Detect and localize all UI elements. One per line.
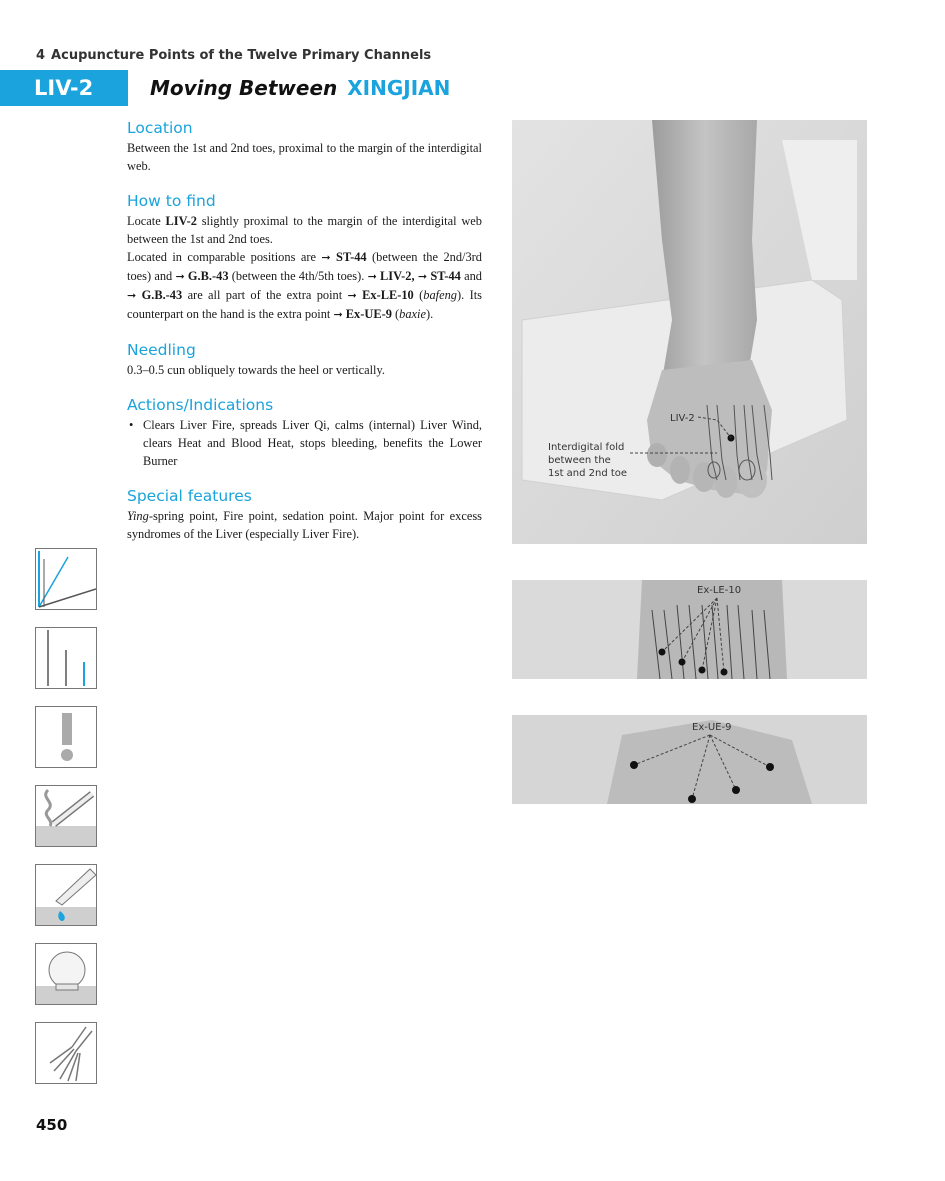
actions-heading: Actions/Indications [127,396,274,414]
cupping-icon [35,943,97,1005]
fold-label-line-3: 1st and 2nd toe [548,468,628,479]
point-ref: LIV-2 [165,214,197,228]
needling-section [127,340,482,379]
hand-skeleton-icon [35,1022,97,1084]
point-pinyin-name: XINGJIAN [347,76,451,100]
hand-baxie-photo [512,715,867,804]
point-ref: ST-44 [336,250,367,264]
point-ref: G.B.-43 [141,288,183,302]
special-features-section [127,486,482,543]
special-features-text: Ying-spring point, Fire point, sedation point. Major point for excess syndromes of the Liver (especially Liver Fire). [127,509,482,541]
how-to-find-p1: Locate LIV-2 slightly proximal to the margin of the interdigital web between the 1st and 2nd toes. [127,214,482,246]
actions-list [127,416,482,470]
chapter-number: 4 [36,48,46,63]
how-to-find-section [127,191,482,324]
special-features-heading: Special features [127,487,252,505]
ex-le-10-label: Ex-LE-10 [697,585,742,596]
arrow-icon: ➞ [333,308,343,321]
location-text: Between the 1st and 2nd toes, proximal to the margin of the interdigital web. [127,141,482,173]
list-item: • Clears Liver Fire, spreads Liver Qi, calms (internal) Liver Wind, clears Heat and Blood Heat, stops bleeding, benefits the Lower Burner [127,416,482,470]
text-column [127,118,482,559]
foot-photo [512,120,867,544]
point-ref: Ex-LE-10 [362,288,414,302]
actions-section [127,395,482,470]
point-ref: Ex-UE-9 [345,307,392,321]
point-ref: LIV-2, [380,269,415,283]
point-code-badge: LIV-2 [0,70,128,106]
chapter-title: Acupuncture Points of the Twelve Primary Channels [51,48,432,63]
needle-depth-icon [35,627,97,689]
fold-label-line-1: Interdigital fold [548,442,625,453]
arrow-icon: ➞ [417,270,428,283]
arrow-icon: ➞ [321,251,331,264]
location-section [127,118,482,175]
caution-icon [35,706,97,768]
location-heading: Location [127,119,193,137]
moxibustion-icon [35,785,97,847]
arrow-icon: ➞ [347,289,357,302]
point-ref: G.B.-43 [187,269,229,283]
arrow-icon: ➞ [127,289,137,302]
fold-label-line-2: between the [548,455,611,466]
foot-bafeng-photo [512,580,867,679]
point-ref: ST-44 [430,269,461,283]
point-english-name: Moving Between [150,76,338,100]
needling-heading: Needling [127,341,196,359]
point-title [150,76,450,100]
bleeding-icon [35,864,97,926]
liv2-figure-label: LIV-2 [670,413,695,424]
ex-ue-9-label: Ex-UE-9 [692,722,732,733]
how-to-find-heading: How to find [127,192,216,210]
running-head [36,48,431,63]
needle-angle-icon [35,548,97,610]
how-to-find-p2: Located in comparable positions are ➞ ST-44 (between the 2nd/3rd toes) and ➞ G.B.-43 (between the 4th/5th toes). ➞ LIV-2, ➞ ST-44 and ➞ G.B.-43 are all part of the extra point ➞ Ex-LE-10 (bafeng). Its counterpart on the hand is the extra point ➞ Ex-UE-9 (baxie). [127,250,482,321]
arrow-icon: ➞ [175,270,185,283]
arrow-icon: ➞ [367,270,377,283]
page-number: 450 [36,1116,68,1134]
needling-text: 0.3–0.5 cun obliquely towards the heel or vertically. [127,363,385,377]
